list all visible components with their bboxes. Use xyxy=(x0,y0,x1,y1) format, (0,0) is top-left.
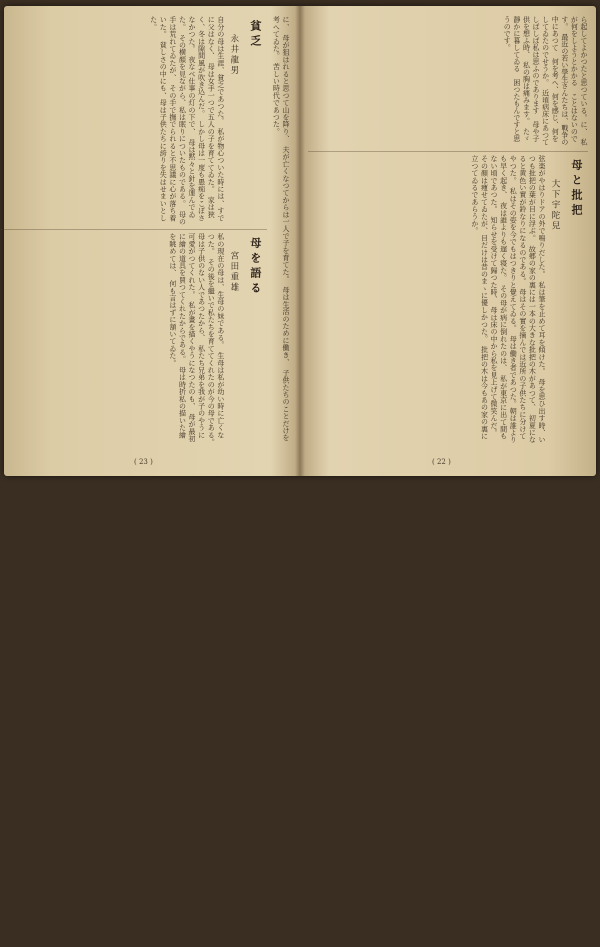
essay-body: 自分の母は生涯、貧乏であつた。 私が物心ついた時には、すでに父はなく、 母は女手一つで五人の子を育ててゐた。 家は狹く、冬は隙間風が吹き込んだ。 しかし母は一度も愚痴をこぼさなかつた。 夜なべ仕事の灯の下で、 母は黙々と針を運んでゐた。 その横顏を見ながら、私は眠りについたものである。 母の手は荒れてゐたが、 その手で撫でられると不思議に心が落ち着いた。 貧しさの中にも、母は子供たちに誇りを失はせまいとした。 xyxy=(149,16,225,225)
essay-title: 母を語る xyxy=(248,237,262,297)
essay-title: 貧乏 xyxy=(248,20,262,50)
book-gutter xyxy=(295,6,305,476)
section-rule xyxy=(308,151,588,152)
essay-body: 私の現在の母は、生母の妹である。 生母は私が幼い時に亡くなつた。 その後を繼いで私たちを育ててくれたのが今の母である。 母は子供のない人であつたから、 私たち兄弟を我が子のやうに可愛がつてくれた。 私が畫を描くやうになつたのも、 母が最初に繪の道具を買つてくれたからである。 母は時折私の描いた繪を眺めては、 何も言はずに頷いてゐた。 xyxy=(168,233,225,450)
essay-author: 大下宇陀兒 xyxy=(550,179,560,232)
left-page-continued-text: に、 母が狙はれると思つて山を降り、 夫が亡くなつてからは一人で子を育てた。 母は生活のために働き、 子供たちのことだけを考へてゐた。 苦しい時代であつた。 xyxy=(272,16,290,442)
essay-author: 宮田重雄 xyxy=(228,251,239,293)
essay-speaking-of-mother xyxy=(0,233,267,450)
right-page-top-text: ら起してよかつたと思つている。に、 私が何をしようとかかる ことはないのです。 最近の若い學生さんたちは、戰争の中にあつて 何を考へ、何を感じ、何をしてゐたのでせうか。 近頃病床にあつてしばしば私は思ふのであります 母や子供を想ふ時、 私の胸は痛みます。 たゞ靜かに暮してゐる 困つたもんですと思うのです。 xyxy=(503,16,588,146)
right-page-stack xyxy=(308,16,588,444)
open-book-spread xyxy=(4,6,596,476)
left-page xyxy=(14,16,290,450)
page-number-right: ( 22 ) xyxy=(432,458,451,466)
essay-poverty xyxy=(0,16,267,226)
page-number-left: ( 23 ) xyxy=(134,458,153,466)
essay-title: 母と批把 xyxy=(570,159,583,219)
left-page-sections xyxy=(0,16,267,450)
right-page xyxy=(308,16,588,444)
essay-mother-and-loquat xyxy=(308,155,588,444)
essay-author: 永井龍男 xyxy=(228,34,239,76)
section-rule xyxy=(0,229,267,230)
essay-body: 弦楽がやはりドアの外で鳴りだした。 私は筆を止めて耳を傾けた。 母を思ひ出す時、いつも批把の葉が目に浮ぶ。 故郷の家の裏には一本の大きな批把の木があつて、 初夏になると黄色い實が鈴なりになるのである。 母はその實を摘んでは近所の子供たちに分けてやつた。 私はその姿を今でもはつきりと覺えてゐる。 母は働き者であつた。朝は誰よりも早く起き、 夜は誰よりも遅く寝た。 その母が病に倒れたのは、 私が東京に出て間もない頃であつた。 知らせを受けて歸つた時、 母は床の中から私を見上げて微笑んだ。 その顏は痩せてゐたが、目だけは昔のまゝに優しかつた。 批把の木は今もあの家の裏に立つてゐるであらうか。 xyxy=(470,155,546,444)
left-page-columns xyxy=(14,16,290,450)
